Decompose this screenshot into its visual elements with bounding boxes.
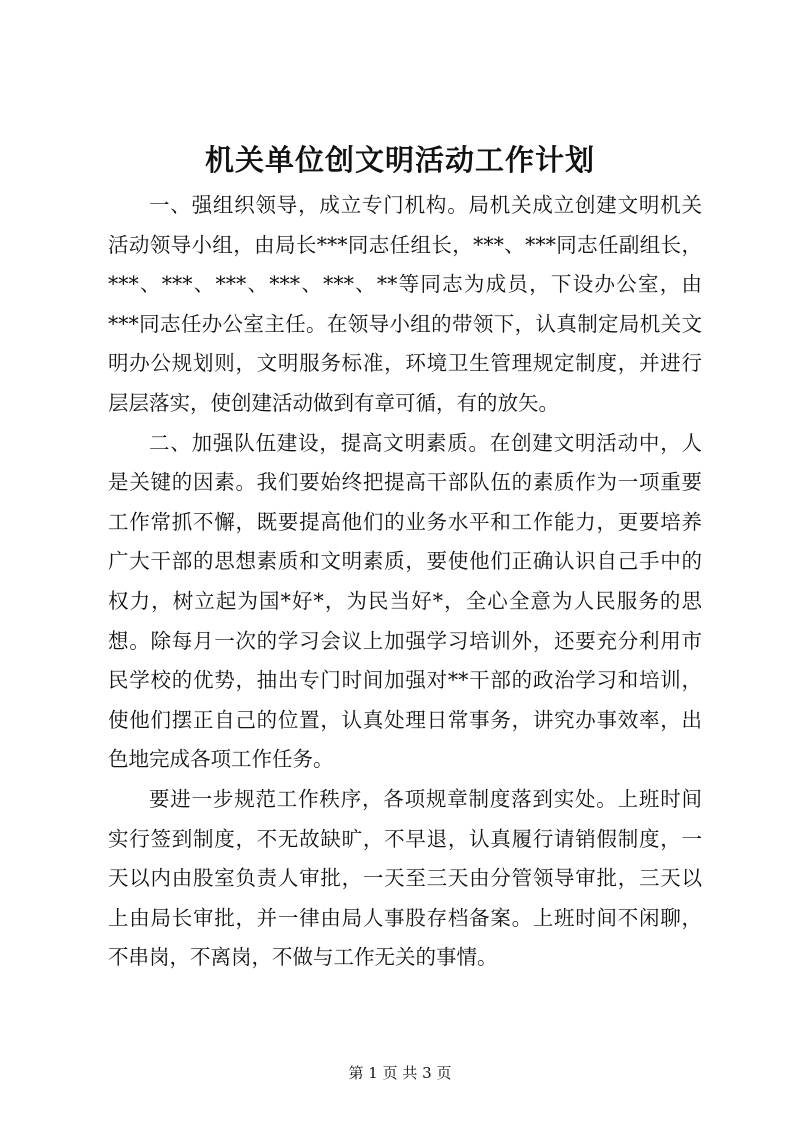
paragraph-organization: 一、强组织领导，成立专门机构。局机关成立创建文明机关活动领导小组，由局长***同志任组长，***、***同志任副组长，***、***、***、***、***、**等同志为成员，下设办公室，由***同志任办公室主任。在领导小组的带领下，认真制定局机关文明办公规划则，文明服务标准，环境卫生管理规定制度，并进行层层落实，使创建活动做到有章可循，有的放矢。 [108,193,702,415]
paragraph-team-building: 二、加强队伍建设，提高文明素质。在创建文明活动中，人是关键的因素。我们要始终把提高干部队伍的素质作为一项重要工作常抓不懈，既要提高他们的业务水平和工作能力，更要培养广大干部的思想素质和文明素质，要使他们正确认识自己手中的权力，树立起为国*好*，为民当好*，全心全意为人民服务的思想。除每月一次的学习会议上加强学习培训外，还要充分利用市民学校的优势，抽出专门时间加强对**干部的政治学习和培训，使他们摆正自己的位置，认真处理日常事务，讲究办事效率，出色地完成各项工作任务。 [108,430,702,772]
paragraph-work-order: 要进一步规范工作秩序，各项规章制度落到实处。上班时间实行签到制度，不无故缺旷，不早退，认真履行请销假制度，一天以内由股室负责人审批，一天至三天由分管领导审批，三天以上由局长审批，并一律由局人事股存档备案。上班时间不闲聊，不串岗，不离岗，不做与工作无关的事情。 [108,786,702,970]
page-footer: 第 1 页 共 3 页 [348,1064,452,1082]
document-body [108,186,702,978]
page-title: 机关单位创文明活动工作计划 [204,143,595,177]
